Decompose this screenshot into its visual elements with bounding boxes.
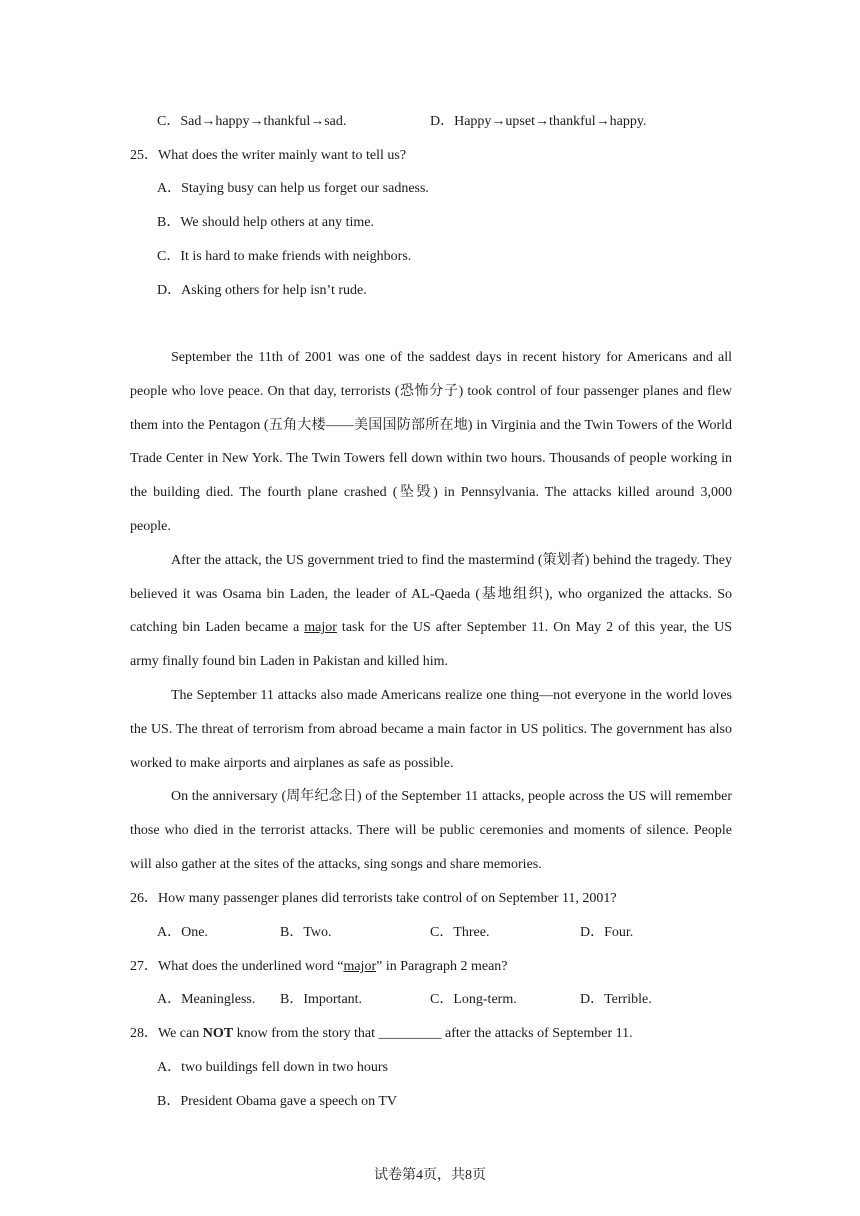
q27-stem: [130, 957, 508, 977]
page-footer: 试卷第4页，共8页: [374, 1168, 486, 1183]
q25-stem: 25．What does the writer mainly want to tell us?: [130, 148, 407, 163]
q25-option-c: C．It is hard to make friends with neighbors.: [157, 249, 412, 264]
q26-option-b: B．Two.: [280, 925, 332, 940]
q27-option-b: B．Important.: [280, 992, 363, 1007]
passage-paragraph-4: On the anniversary (周年纪念日) of the September 11 attacks, people across the US will remember those who died in the terrorist attacks. There will be public ceremonies and moments of silence. People will also gather at the sites of the attacks, sing songs and share memories.: [130, 789, 732, 872]
q27-stem-after: ” in Paragraph 2 mean?: [376, 959, 508, 974]
q26-option-d: D．Four.: [580, 925, 634, 940]
q25-option-b: B．We should help others at any time.: [157, 215, 374, 230]
q24-option-c: C．Sad→happy→thankful→sad.: [157, 114, 347, 129]
q27-option-c: C．Long-term.: [430, 992, 517, 1007]
q28-option-a: A．two buildings fell down in two hours: [157, 1060, 388, 1075]
q26-option-a: A．One.: [157, 925, 208, 940]
passage-p2-text-after: task for the US after September 11. On May 2 of this year, the US army finally found bin Laden in Pakistan and killed him.: [130, 620, 733, 670]
q24-option-d: D．Happy→upset→thankful→happy.: [430, 114, 647, 129]
q28-stem-before: 28．We can: [130, 1026, 203, 1041]
q27-underlined-word: major: [343, 959, 377, 974]
q28-stem: [130, 1024, 633, 1044]
passage-paragraph-1: September the 11th of 2001 was one of the saddest days in recent history for Americans and all people who love peace. On that day, terrorists (恐怖分子) took control of four passenger planes and flew them into the Pentagon (五角大楼——美国国防部所在地) in Virginia and the Twin Towers of the World Trade Center in New York. The Twin Towers fell down within two hours. Thousands of people working in the building died. The fourth plane crashed (坠毁) in Pennsylvania. The attacks killed around 3,000 people.: [130, 350, 732, 534]
passage-paragraph-3: The September 11 attacks also made Americans realize one thing—not everyone in the world loves the US. The threat of terrorism from abroad became a main factor in US politics. The government has also worked to make airports and airplanes as safe as possible.: [130, 687, 732, 771]
q27-option-d: D．Terrible.: [580, 992, 652, 1007]
q26-option-c: C．Three.: [430, 925, 490, 940]
passage-p2-text-before: After the attack, the US government tried to find the mastermind (策划者) behind the tragedy. They believed it was Osama bin Laden, the leader of AL-Qaeda (基地组织), who organized the attacks. So catching bin Laden became a: [130, 552, 732, 636]
q28-stem-bold: NOT: [202, 1026, 234, 1041]
reading-passage: [130, 341, 732, 882]
q27-stem-before: 27．What does the underlined word “: [130, 959, 344, 974]
q28-stem-after: know from the story that _________ after the attacks of September 11.: [233, 1026, 633, 1041]
underlined-word-major: major: [304, 620, 337, 636]
q25-option-d: D．Asking others for help isn’t rude.: [157, 283, 367, 298]
q26-stem: 26．How many passenger planes did terrorists take control of on September 11, 2001?: [130, 891, 617, 906]
passage-paragraph-2: [130, 544, 732, 679]
q28-option-b: B．President Obama gave a speech on TV: [157, 1094, 398, 1109]
q25-option-a: A．Staying busy can help us forget our sadness.: [157, 181, 429, 196]
q27-option-a: A．Meaningless.: [157, 992, 256, 1007]
